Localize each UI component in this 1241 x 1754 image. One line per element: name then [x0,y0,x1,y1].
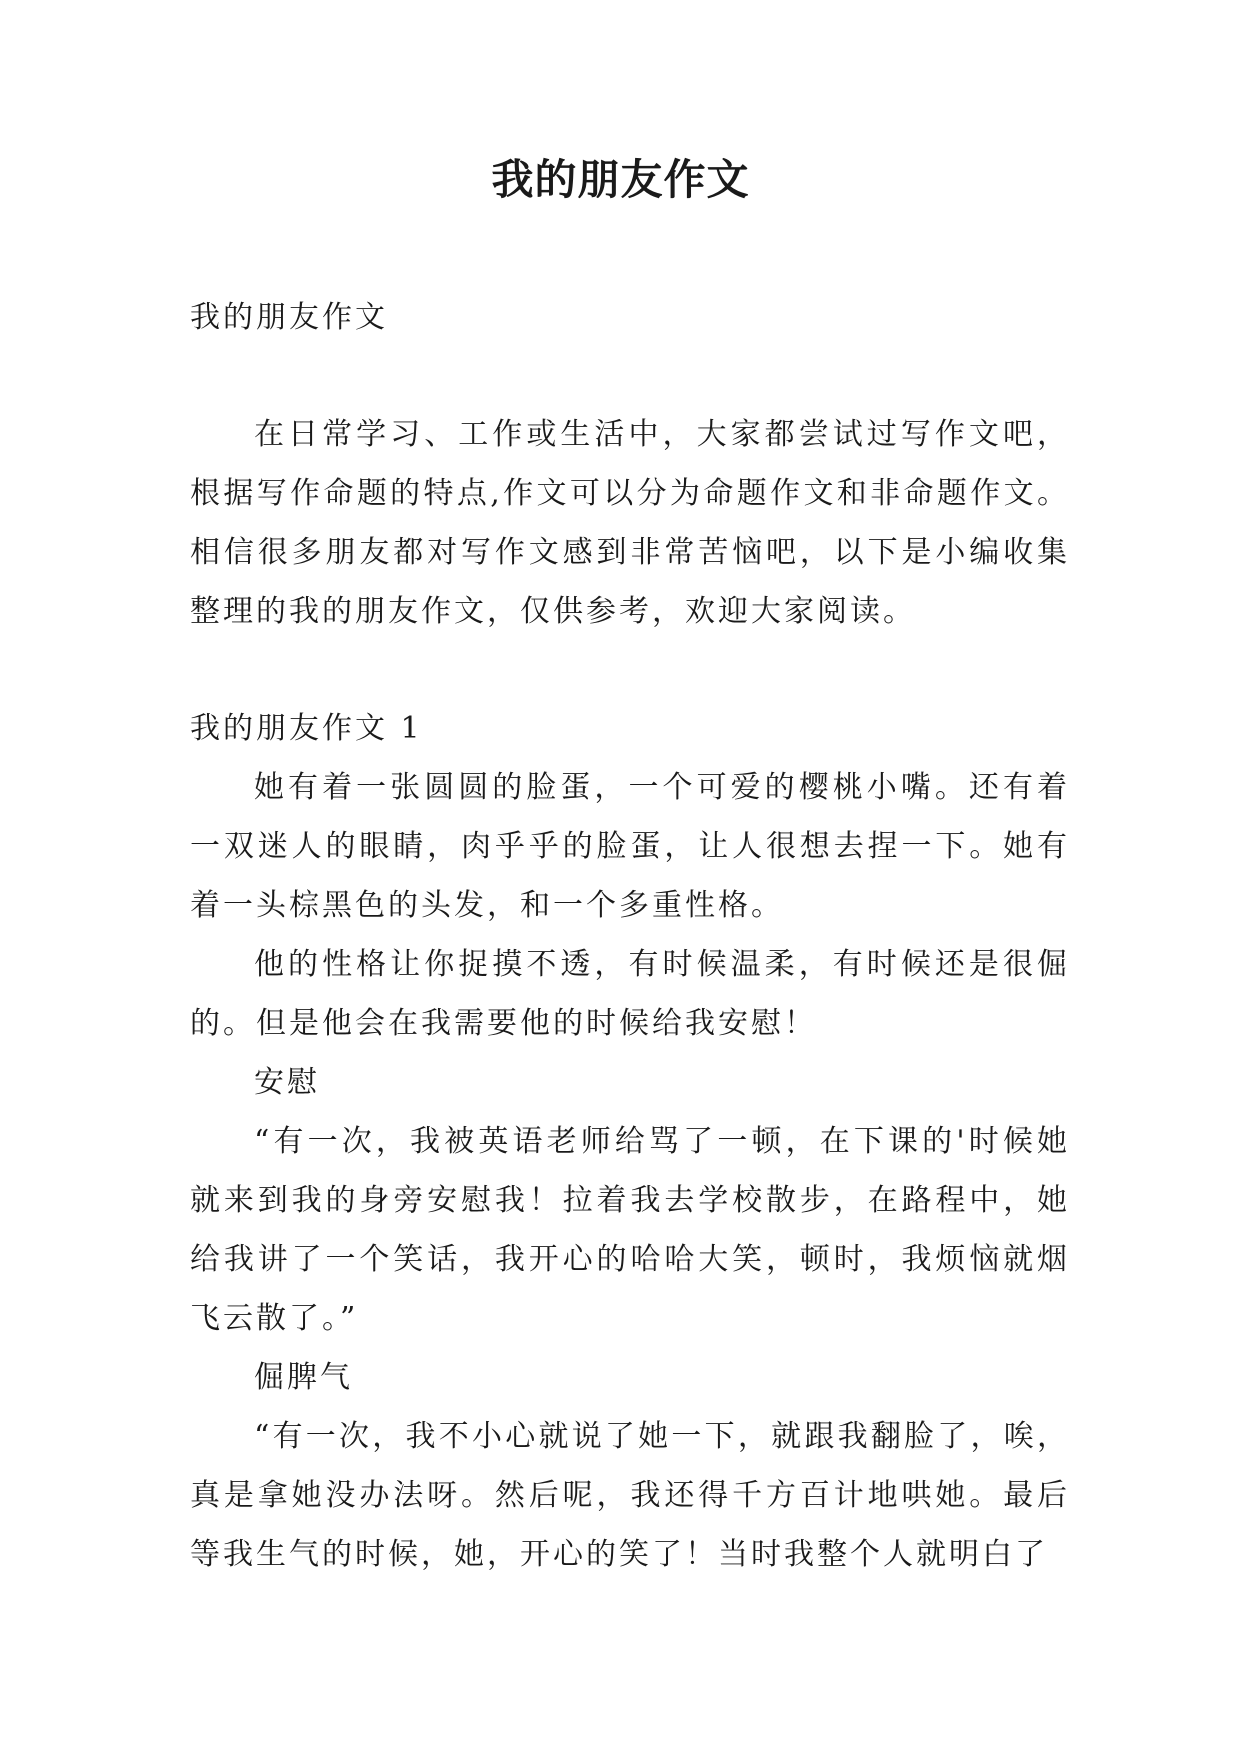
essay-heading: 我的朋友作文 1 [190,711,423,746]
intro-paragraph: 在日常学习、工作或生活中，大家都尝试过写作文吧，根据写作命题的特点,作文可以分为命题作文和非命题作文。相信很多朋友都对写作文感到非常苦恼吧，以下是小编收集整理的我的朋友作文，仅供参考，欢迎大家阅读。 [190,417,1070,629]
essay-label: 安慰 [254,1065,320,1100]
essay-paragraph: 她有着一张圆圆的脸蛋，一个可爱的樱桃小嘴。还有着一双迷人的眼睛，肉乎乎的脸蛋，让人很想去捏一下。她有着一头棕黑色的头发，和一个多重性格。 [190,770,1070,923]
document-subtitle: 我的朋友作文 [190,300,388,335]
document-body [190,288,1070,1584]
spacer [190,347,1070,405]
document-title: 我的朋友作文 [491,155,750,204]
spacer [190,641,1070,699]
essay-paragraph: 他的性格让你捉摸不透，有时候温柔，有时候还是很倔的。但是他会在我需要他的时候给我安慰！ [190,947,1070,1041]
essay-label: 倔脾气 [254,1360,353,1395]
essay-paragraph: “有一次，我不小心就说了她一下，就跟我翻脸了，唉，真是拿她没办法呀。然后呢，我还得千方百计地哄她。最后等我生气的时候，她，开心的笑了！当时我整个人就明白了 [190,1419,1070,1572]
essay-paragraph: “有一次，我被英语老师给骂了一顿，在下课的'时候她就来到我的身旁安慰我！拉着我去学校散步，在路程中，她给我讲了一个笑话，我开心的哈哈大笑，顿时，我烦恼就烟飞云散了。” [190,1124,1070,1336]
